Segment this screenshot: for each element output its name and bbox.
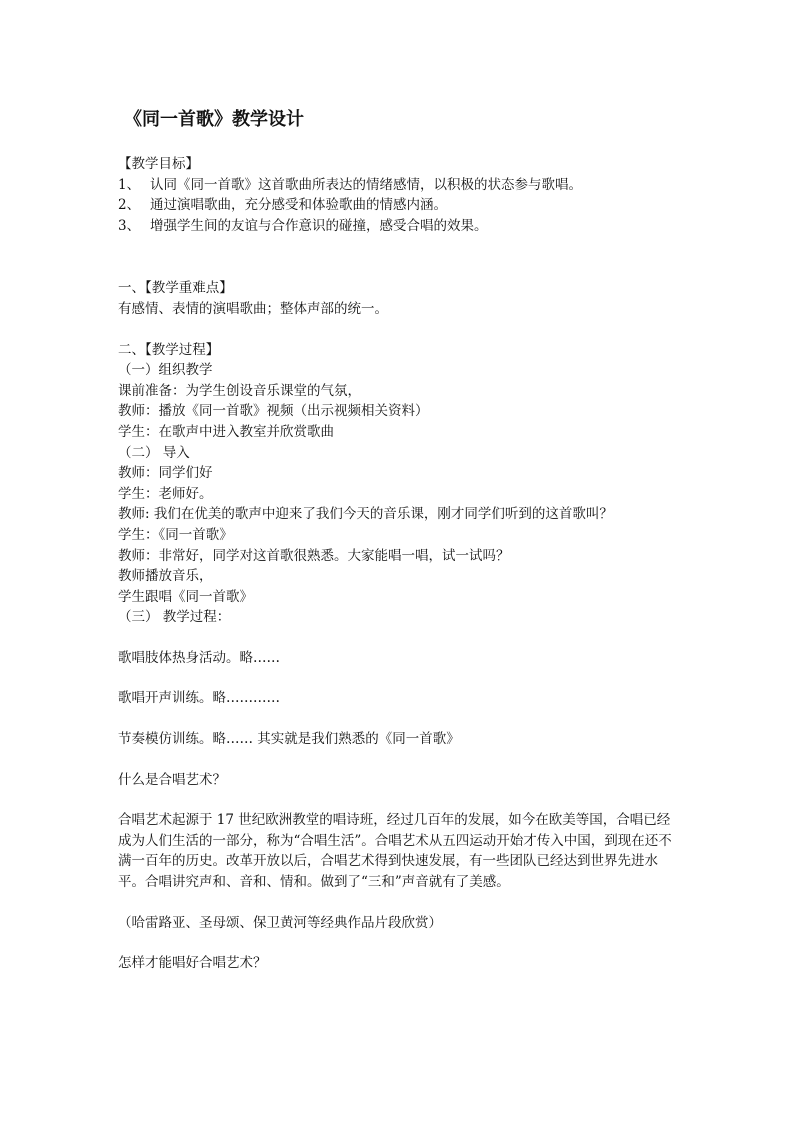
process-line: 教师：非常好，同学对这首歌很熟悉。大家能唱一唱，试一试吗？: [118, 547, 510, 564]
process-line: （二） 导入: [118, 444, 190, 461]
document-title: 《同一首歌》教学设计: [124, 109, 304, 130]
goal-item-1: [118, 175, 678, 196]
process-line: 学生：老师好。: [118, 485, 213, 502]
process-line: 教师播放音乐，: [118, 568, 213, 585]
process-line: 学生：《同一首歌》: [118, 526, 233, 543]
process-paragraph: （哈雷路亚、圣母颂、保卫黄河等经典作品片段欣赏）: [118, 914, 442, 931]
process-line: 学生跟唱《同一首歌》: [118, 588, 253, 605]
process-line: 教师：同学们好: [118, 465, 213, 482]
goal-number: 2、: [118, 197, 141, 214]
key-points-heading: 一、【教学重难点】: [118, 280, 233, 297]
goal-number: 3、: [118, 217, 141, 234]
process-paragraph: 什么是合唱艺术？: [118, 771, 226, 788]
process-paragraph: 节奏模仿训练。略…… 其实就是我们熟悉的《同一首歌》: [118, 731, 460, 748]
process-paragraph: 怎样才能唱好合唱艺术？: [118, 955, 267, 972]
goal-text: 通过演唱歌曲，充分感受和体验歌曲的情感内涵。: [150, 197, 447, 214]
process-heading: 二、【教学过程】: [118, 341, 220, 358]
goal-text: 认同《同一首歌》这首歌曲所表达的情绪感情，以积极的状态参与歌唱。: [150, 176, 582, 193]
goal-item-3: [118, 216, 678, 237]
goals-heading: 【教学目标】: [118, 156, 199, 172]
goal-item-2: [118, 195, 678, 216]
process-line: 课前准备：为学生创设音乐课堂的气氛，: [118, 382, 361, 399]
process-line: 教师: 我们在优美的歌声中迎来了我们今天的音乐课，刚才同学们听到的这首歌叫？: [118, 506, 613, 523]
process-paragraph: 歌唱肢体热身活动。略……: [118, 649, 280, 666]
document-body: [118, 96, 678, 974]
process-line: （一）组织教学: [118, 362, 213, 379]
choral-art-paragraph: 合唱艺术起源于 17 世纪欧洲教堂的唱诗班，经过几百年的发展，如今在欧美等国，合唱已经成为人们生活的一部分，称为“合唱生活”。合唱艺术从五四运动开始才传入中国，到现在还不满一百年的历史。改革开放以后，合唱艺术得到快速发展，有一些团队已经达到世界先进水平。合唱讲究声和、音和、情和。做到了“三和”声音就有了美感。: [118, 812, 672, 891]
goal-text: 增强学生间的友谊与合作意识的碰撞，感受合唱的效果。: [150, 217, 488, 234]
process-line: （三） 教学过程：: [118, 609, 231, 626]
key-points-text: 有感情、表情的演唱歌曲；整体声部的统一。: [118, 300, 388, 317]
process-line: 教师：播放《同一首歌》视频（出示视频相关资料）: [118, 403, 429, 420]
goal-number: 1、: [118, 176, 141, 193]
process-paragraph: 歌唱开声训练。略…………: [118, 690, 280, 707]
process-line: 学生：在歌声中进入教室并欣赏歌曲: [118, 423, 334, 440]
